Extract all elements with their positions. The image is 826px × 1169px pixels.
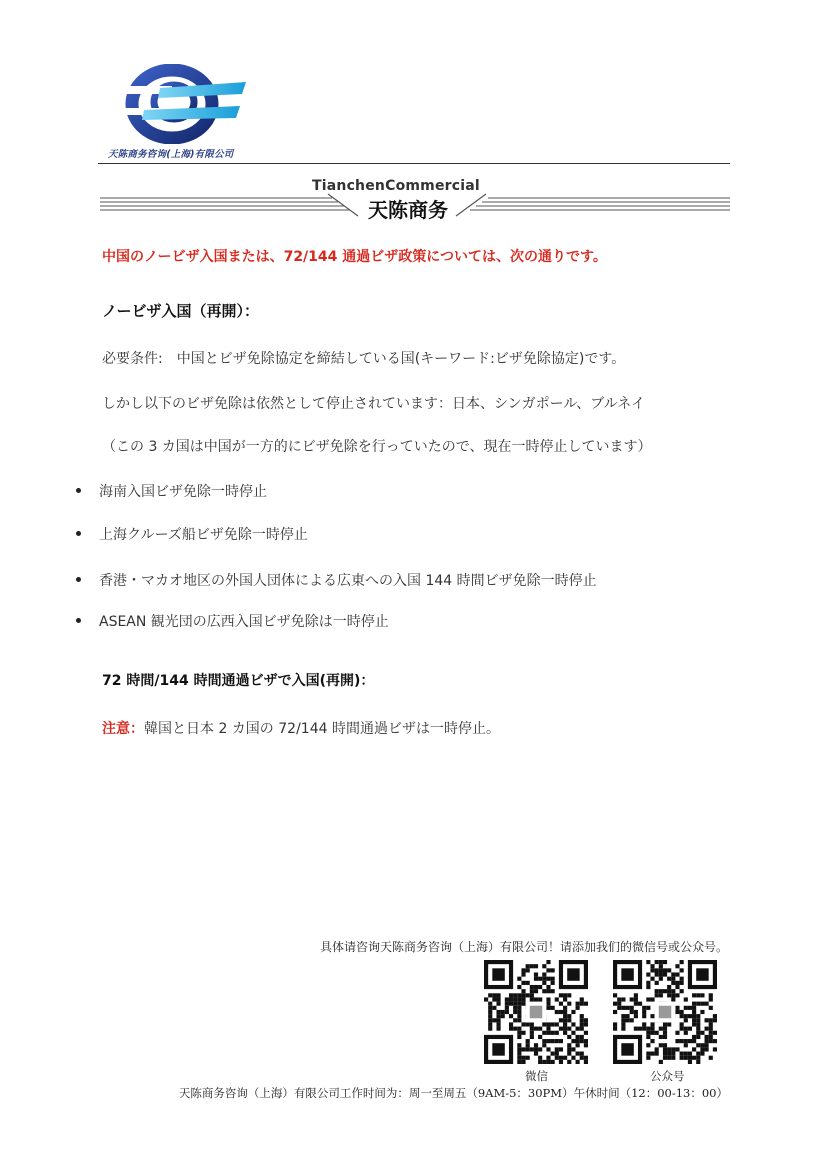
list-item-text: 上海クルーズ船ビザ免除一時停止 [99, 527, 308, 543]
list-item-text: ASEAN 観光団の広西入国ビザ免除は一時停止 [99, 614, 389, 630]
bullet-icon [76, 618, 81, 623]
list-item [76, 524, 308, 544]
bullet-icon [76, 488, 81, 493]
list-item [76, 570, 597, 590]
wechat-qr-code-icon [484, 960, 588, 1064]
section-transit-visa-title: 72 時間/144 時間通過ビザで入国(再開)： [102, 673, 375, 689]
section-no-visa-title: ノービザ入国（再開）： [102, 302, 260, 320]
requirement-text: 必要条件: 中国とビザ免除協定を締結している国(キーワード:ビザ免除協定)です。 [102, 351, 626, 367]
notice-text: 韓国と日本 2 カ国の 72/144 時間通過ビザは一時停止。 [144, 721, 500, 737]
office-hours: 天陈商务咨询（上海）有限公司工作时间为：周一至周五（9AM-5：30PM）午休时间（12：00-13：00） [178, 1086, 728, 1100]
list-item [76, 481, 267, 501]
bullet-icon [76, 577, 81, 582]
list-item-text: 香港・マカオ地区の外国人団体による広東への入国 144 時間ビザ免除一時停止 [99, 573, 597, 589]
intro-heading: 中国のノービザ入国または、72/144 通過ビザ政策については、次の通りです。 [102, 249, 607, 265]
official-account-qr-label: 公众号 [650, 1069, 685, 1083]
notice-label: 注意： [102, 721, 144, 737]
company-logo [108, 64, 268, 164]
logo-mark-icon [114, 64, 254, 144]
suspension-text: しかし以下のビザ免除は依然として停止されています：日本、シンガポール、ブルネイ [102, 396, 645, 412]
official-account-qr-code-icon [613, 960, 717, 1064]
wechat-qr-label: 微信 [525, 1069, 548, 1083]
list-item-text: 海南入国ビザ免除一時停止 [99, 484, 267, 500]
suspension-note: （この 3 カ国は中国が一方的にビザ免除を行っていたので、現在一時停止しています） [102, 439, 652, 455]
bullet-icon [76, 531, 81, 536]
header-divider [98, 163, 730, 164]
list-item [76, 611, 389, 631]
notice [102, 718, 500, 738]
company-banner [100, 176, 730, 220]
logo-caption: 天陈商务咨询(上海)有限公司 [108, 149, 234, 160]
banner-english-name: TianchenCommercial [312, 178, 480, 194]
banner-chinese-name: 天陈商务 [368, 198, 448, 222]
contact-text: 具体请咨询天陈商务咨询（上海）有限公司！请添加我们的微信号或公众号。 [319, 940, 728, 954]
